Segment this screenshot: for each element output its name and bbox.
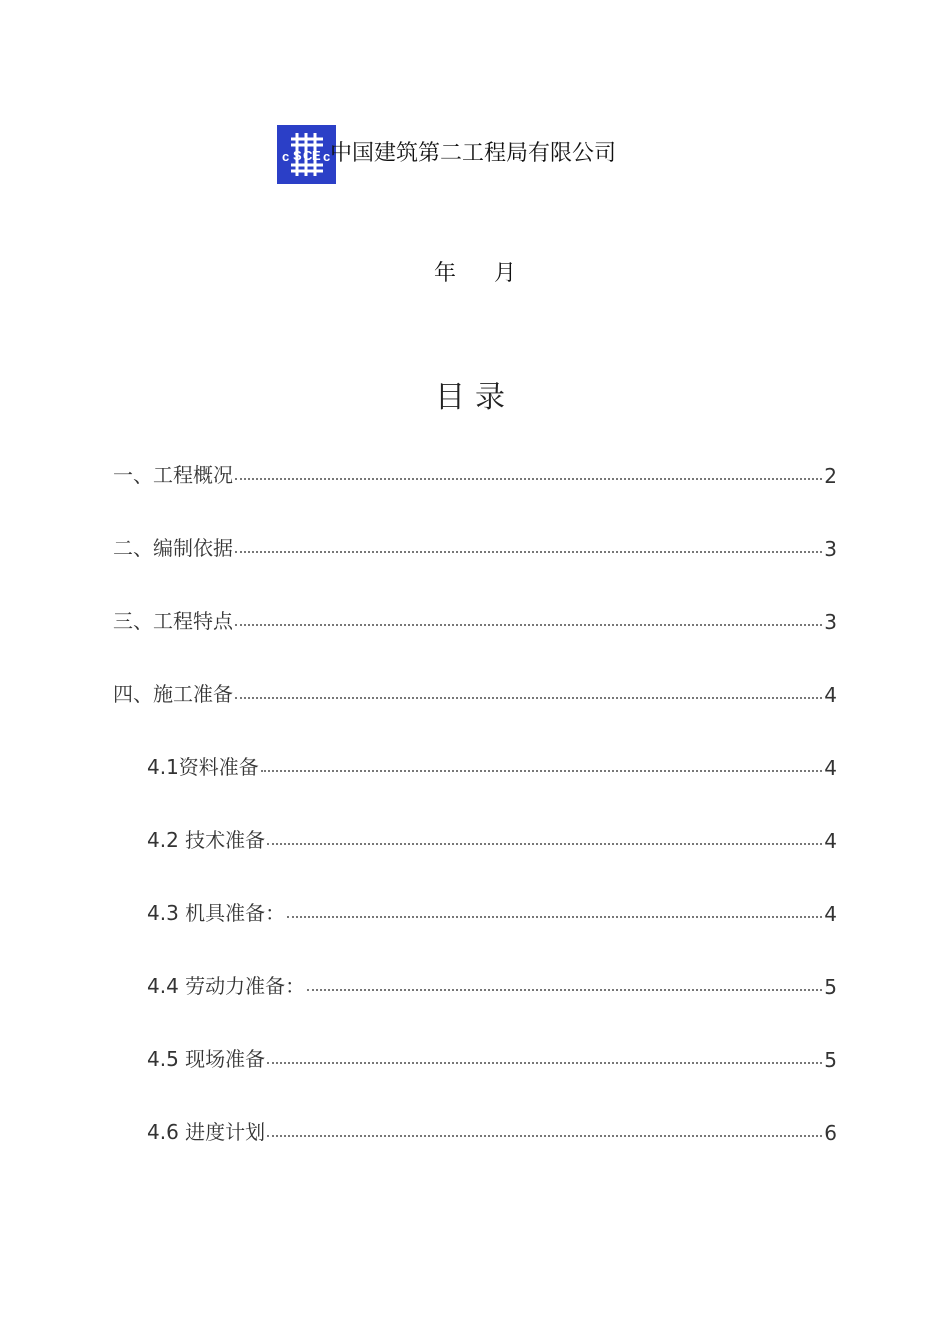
toc-entry-3[interactable] <box>113 598 837 634</box>
toc-entry-4-6[interactable] <box>147 1109 837 1145</box>
toc-entry-label: 4.5 现场准备 <box>147 1047 266 1071</box>
dot-leader <box>267 843 822 845</box>
toc-entry-label: 一、工程概况 <box>113 463 233 487</box>
toc-entry-label: 4.4 劳动力准备： <box>147 974 306 998</box>
toc-entry-label: 四、施工准备 <box>113 682 233 706</box>
toc-entry-label: 4.3 机具准备： <box>147 901 286 925</box>
toc-entry-label: 三、工程特点 <box>113 609 233 633</box>
toc-entry-page: 5 <box>824 1048 837 1072</box>
toc-entry-label: 4.1资料准备 <box>147 755 259 779</box>
toc-entry-page: 5 <box>824 975 837 999</box>
month-label: 月 <box>494 261 517 286</box>
dot-leader <box>235 697 822 699</box>
toc-entry-label: 4.2 技术准备 <box>147 828 266 852</box>
toc-entry-4-1[interactable] <box>147 744 837 780</box>
dot-leader <box>287 916 822 918</box>
toc-entry-page: 4 <box>824 756 837 780</box>
toc-entry-4-5[interactable] <box>147 1036 837 1072</box>
toc-entry-page: 4 <box>824 829 837 853</box>
toc-entry-4-4[interactable] <box>147 963 837 999</box>
toc-entry-page: 6 <box>824 1121 837 1145</box>
toc-entry-page: 4 <box>824 902 837 926</box>
toc-entry-4[interactable] <box>113 671 837 707</box>
company-name: 中国建筑第二工程局有限公司 <box>330 140 617 166</box>
dot-leader <box>267 1062 822 1064</box>
dot-leader <box>307 989 822 991</box>
svg-text:c: c <box>323 148 331 164</box>
dot-leader <box>267 1135 822 1137</box>
svg-text:c: c <box>282 148 290 164</box>
document-header <box>277 124 616 184</box>
dot-leader <box>235 478 822 480</box>
svg-text:S: S <box>293 147 302 163</box>
toc-entry-page: 3 <box>824 537 837 561</box>
svg-text:E: E <box>312 147 321 163</box>
toc-entry-label: 二、编制依据 <box>113 536 233 560</box>
dot-leader <box>235 551 822 553</box>
year-label: 年 <box>433 261 456 286</box>
svg-text:C: C <box>303 147 313 163</box>
toc-entry-1[interactable] <box>113 452 837 488</box>
toc-entry-label: 4.6 进度计划 <box>147 1120 266 1144</box>
dot-leader <box>235 624 822 626</box>
toc-title: 目录 <box>435 380 515 415</box>
toc-entry-4-3[interactable] <box>147 890 837 926</box>
toc-entry-page: 4 <box>824 683 837 707</box>
toc-entry-2[interactable] <box>113 525 837 561</box>
toc-entry-4-2[interactable] <box>147 817 837 853</box>
toc-entry-page: 2 <box>824 464 837 488</box>
cscec-logo <box>277 125 336 184</box>
dot-leader <box>261 770 822 772</box>
toc-entry-page: 3 <box>824 610 837 634</box>
date-line <box>0 256 950 287</box>
